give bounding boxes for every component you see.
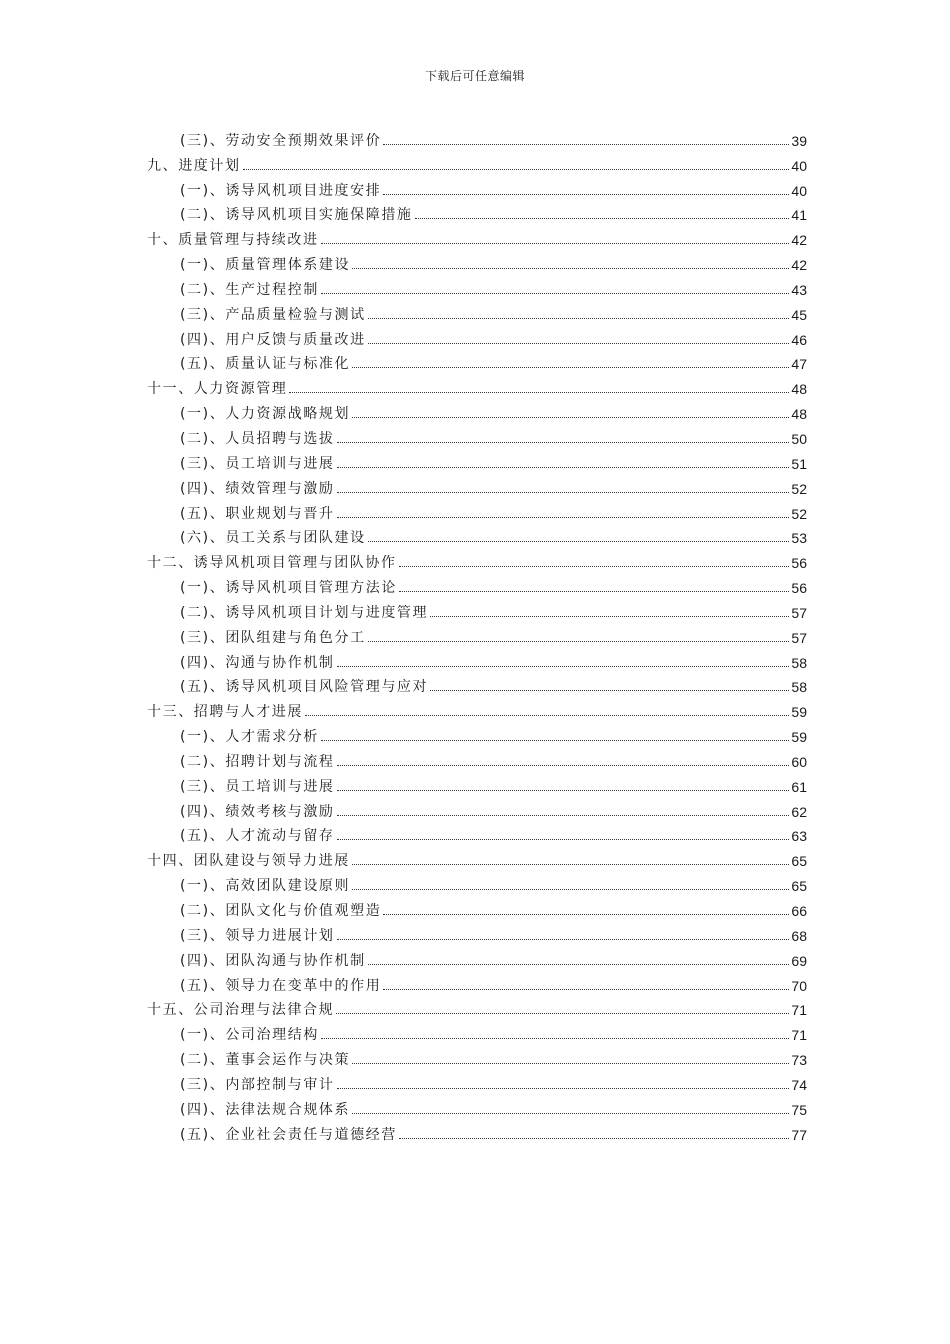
toc-entry-page: 70 xyxy=(791,977,807,994)
toc-entry-page: 52 xyxy=(791,505,807,522)
toc-entry-page: 65 xyxy=(791,878,807,895)
toc-entry[interactable] xyxy=(147,224,807,249)
toc-entry-page: 71 xyxy=(791,1027,807,1044)
toc-entry-page: 52 xyxy=(791,480,807,497)
toc-entry-title: (五)、诱导风机项目风险管理与应对 xyxy=(180,679,429,696)
toc-leader-dots xyxy=(337,665,790,667)
toc-entry-title: (二)、董事会运作与决策 xyxy=(180,1052,351,1069)
toc-entry-title: (二)、诱导风机项目计划与进度管理 xyxy=(180,604,429,621)
toc-entry[interactable] xyxy=(147,647,807,672)
toc-entry-page: 50 xyxy=(791,430,807,447)
toc-entry[interactable] xyxy=(147,672,807,697)
toc-entry-title: (四)、绩效考核与激励 xyxy=(180,803,335,820)
toc-entry[interactable] xyxy=(147,249,807,274)
toc-entry-page: 63 xyxy=(791,828,807,845)
toc-leader-dots xyxy=(368,540,790,542)
toc-entry-page: 51 xyxy=(791,455,807,472)
toc-leader-dots xyxy=(383,143,789,145)
toc-entry[interactable] xyxy=(147,1019,807,1044)
toc-entry[interactable] xyxy=(147,945,807,970)
toc-entry[interactable] xyxy=(147,373,807,398)
toc-entry-page: 59 xyxy=(791,704,807,721)
toc-entry[interactable] xyxy=(147,175,807,200)
toc-leader-dots xyxy=(399,1137,789,1139)
toc-entry[interactable] xyxy=(147,1094,807,1119)
toc-leader-dots xyxy=(321,242,790,244)
toc-entry-title: (三)、员工培训与进展 xyxy=(180,455,335,472)
toc-entry-title: (二)、人员招聘与选拔 xyxy=(180,430,335,447)
toc-entry[interactable] xyxy=(147,895,807,920)
toc-leader-dots xyxy=(337,764,790,766)
toc-entry-page: 75 xyxy=(791,1101,807,1118)
toc-leader-dots xyxy=(430,689,789,691)
toc-leader-dots xyxy=(305,714,789,716)
toc-entry[interactable] xyxy=(147,721,807,746)
toc-leader-dots xyxy=(321,1037,789,1039)
toc-entry-page: 43 xyxy=(791,281,807,298)
toc-entry-title: (四)、沟通与协作机制 xyxy=(180,654,335,671)
toc-entry[interactable] xyxy=(147,299,807,324)
toc-entry[interactable] xyxy=(147,845,807,870)
toc-entry[interactable] xyxy=(147,746,807,771)
toc-entry[interactable] xyxy=(147,150,807,175)
toc-entry-title: (一)、人才需求分析 xyxy=(180,729,319,746)
toc-entry-page: 77 xyxy=(791,1126,807,1143)
toc-entry[interactable] xyxy=(147,274,807,299)
toc-entry-title: (四)、团队沟通与协作机制 xyxy=(180,952,366,969)
toc-leader-dots xyxy=(399,590,789,592)
toc-entry[interactable] xyxy=(147,995,807,1020)
toc-entry-page: 41 xyxy=(791,207,807,224)
toc-entry-title: (五)、质量认证与标准化 xyxy=(180,356,351,373)
toc-leader-dots xyxy=(337,516,790,518)
toc-entry-page: 53 xyxy=(791,530,807,547)
toc-entry[interactable] xyxy=(147,597,807,622)
toc-leader-dots xyxy=(352,366,789,368)
toc-entry[interactable] xyxy=(147,448,807,473)
toc-leader-dots xyxy=(321,292,789,294)
toc-leader-dots xyxy=(383,193,789,195)
toc-leader-dots xyxy=(352,888,789,890)
toc-entry[interactable] xyxy=(147,547,807,572)
toc-entry-title: (三)、劳动安全预期效果评价 xyxy=(180,132,382,149)
toc-entry-title: (一)、高效团队建设原则 xyxy=(180,878,351,895)
toc-leader-dots xyxy=(399,565,790,567)
toc-entry[interactable] xyxy=(147,572,807,597)
toc-leader-dots xyxy=(368,963,790,965)
toc-leader-dots xyxy=(337,466,790,468)
toc-entry-page: 39 xyxy=(791,132,807,149)
toc-entry-title: 十五、公司治理与法律合规 xyxy=(147,1002,335,1019)
toc-leader-dots xyxy=(368,640,790,642)
toc-leader-dots xyxy=(337,789,790,791)
toc-entry-title: (五)、企业社会责任与道德经营 xyxy=(180,1126,397,1143)
toc-leader-dots xyxy=(337,814,790,816)
toc-entry-page: 40 xyxy=(791,182,807,199)
toc-entry[interactable] xyxy=(147,498,807,523)
table-of-contents xyxy=(147,125,807,1144)
toc-entry[interactable] xyxy=(147,349,807,374)
toc-entry-title: 十三、招聘与人才进展 xyxy=(147,704,303,721)
toc-leader-dots xyxy=(337,491,790,493)
toc-entry-page: 66 xyxy=(791,903,807,919)
toc-entry[interactable] xyxy=(147,771,807,796)
toc-leader-dots xyxy=(368,317,790,319)
toc-entry-page: 42 xyxy=(791,257,807,274)
toc-leader-dots xyxy=(430,615,789,617)
toc-entry-page: 45 xyxy=(791,306,807,323)
toc-entry-page: 68 xyxy=(791,927,807,944)
toc-entry-page: 40 xyxy=(791,157,807,174)
toc-entry-page: 62 xyxy=(791,803,807,820)
toc-leader-dots xyxy=(337,1087,790,1089)
toc-entry-title: (一)、诱导风机项目进度安排 xyxy=(180,182,382,199)
toc-entry[interactable] xyxy=(147,696,807,721)
toc-entry-title: (五)、人才流动与留存 xyxy=(180,828,335,845)
toc-entry[interactable] xyxy=(147,398,807,423)
toc-entry-page: 59 xyxy=(791,729,807,746)
toc-entry-title: (三)、领导力进展计划 xyxy=(180,927,335,944)
toc-entry-page: 46 xyxy=(791,331,807,348)
toc-entry-page: 61 xyxy=(791,778,807,795)
toc-entry-page: 57 xyxy=(791,629,807,646)
toc-leader-dots xyxy=(352,267,789,269)
toc-entry[interactable] xyxy=(147,970,807,995)
toc-entry-title: (二)、诱导风机项目实施保障措施 xyxy=(180,207,413,224)
toc-entry-page: 58 xyxy=(791,654,807,671)
toc-leader-dots xyxy=(243,168,790,170)
toc-entry[interactable] xyxy=(147,523,807,548)
toc-entry[interactable] xyxy=(147,796,807,821)
toc-entry[interactable] xyxy=(147,1069,807,1094)
toc-leader-dots xyxy=(321,739,789,741)
page-header: 下载后可任意编辑 xyxy=(424,69,525,83)
toc-entry-title: (二)、团队文化与价值观塑造 xyxy=(180,903,382,919)
toc-entry-page: 56 xyxy=(791,555,807,572)
toc-entry[interactable] xyxy=(147,870,807,895)
toc-leader-dots xyxy=(368,342,790,344)
toc-entry-title: (二)、生产过程控制 xyxy=(180,281,319,298)
toc-entry[interactable] xyxy=(147,324,807,349)
toc-entry-title: (三)、团队组建与角色分工 xyxy=(180,629,366,646)
toc-entry-title: (五)、领导力在变革中的作用 xyxy=(180,977,382,994)
toc-entry-title: (五)、职业规划与晋升 xyxy=(180,505,335,522)
toc-entry-page: 58 xyxy=(791,679,807,696)
toc-entry[interactable] xyxy=(147,821,807,846)
toc-leader-dots xyxy=(336,1012,789,1014)
toc-leader-dots xyxy=(383,988,789,990)
toc-entry-page: 69 xyxy=(791,952,807,969)
toc-entry-page: 47 xyxy=(791,356,807,373)
toc-leader-dots xyxy=(352,1112,789,1114)
toc-entry[interactable] xyxy=(147,200,807,225)
toc-entry[interactable] xyxy=(147,473,807,498)
toc-entry-page: 42 xyxy=(791,232,807,249)
toc-entry-title: 十四、团队建设与领导力进展 xyxy=(147,853,350,870)
toc-entry-page: 56 xyxy=(791,580,807,597)
toc-entry-page: 60 xyxy=(791,753,807,770)
toc-leader-dots xyxy=(337,838,790,840)
toc-leader-dots xyxy=(289,391,789,393)
toc-entry-title: (三)、员工培训与进展 xyxy=(180,778,335,795)
toc-entry[interactable] xyxy=(147,423,807,448)
toc-entry-title: 十、质量管理与持续改进 xyxy=(147,232,319,249)
toc-entry-page: 65 xyxy=(791,853,807,870)
toc-entry[interactable] xyxy=(147,622,807,647)
toc-entry-title: (一)、人力资源战略规划 xyxy=(180,406,351,423)
toc-entry-title: (三)、产品质量检验与测试 xyxy=(180,306,366,323)
toc-leader-dots xyxy=(352,416,789,418)
toc-entry-title: (一)、公司治理结构 xyxy=(180,1027,319,1044)
toc-entry-title: 十一、人力资源管理 xyxy=(147,381,288,398)
toc-leader-dots xyxy=(383,913,789,915)
toc-entry-title: (二)、招聘计划与流程 xyxy=(180,753,335,770)
toc-entry-title: (六)、员工关系与团队建设 xyxy=(180,530,366,547)
toc-leader-dots xyxy=(337,938,790,940)
toc-entry[interactable] xyxy=(147,1044,807,1069)
toc-entry-title: 九、进度计划 xyxy=(147,157,241,174)
toc-entry[interactable] xyxy=(147,920,807,945)
toc-leader-dots xyxy=(415,217,790,219)
toc-entry-page: 71 xyxy=(791,1002,807,1019)
toc-leader-dots xyxy=(352,863,790,865)
toc-entry-page: 48 xyxy=(791,381,807,398)
toc-entry-page: 73 xyxy=(791,1052,807,1069)
toc-entry-title: (四)、法律法规合规体系 xyxy=(180,1101,351,1118)
toc-entry-title: (四)、绩效管理与激励 xyxy=(180,480,335,497)
toc-entry-title: (一)、质量管理体系建设 xyxy=(180,257,351,274)
toc-entry-title: (四)、用户反馈与质量改进 xyxy=(180,331,366,348)
toc-entry-title: (一)、诱导风机项目管理方法论 xyxy=(180,580,397,597)
toc-entry-page: 48 xyxy=(791,406,807,423)
toc-entry-page: 57 xyxy=(791,604,807,621)
toc-leader-dots xyxy=(337,441,790,443)
toc-leader-dots xyxy=(352,1062,789,1064)
toc-entry-page: 74 xyxy=(791,1076,807,1093)
toc-entry[interactable] xyxy=(147,125,807,150)
toc-entry[interactable] xyxy=(147,1119,807,1144)
toc-entry-title: (三)、内部控制与审计 xyxy=(180,1076,335,1093)
toc-entry-title: 十二、诱导风机项目管理与团队协作 xyxy=(147,555,397,572)
